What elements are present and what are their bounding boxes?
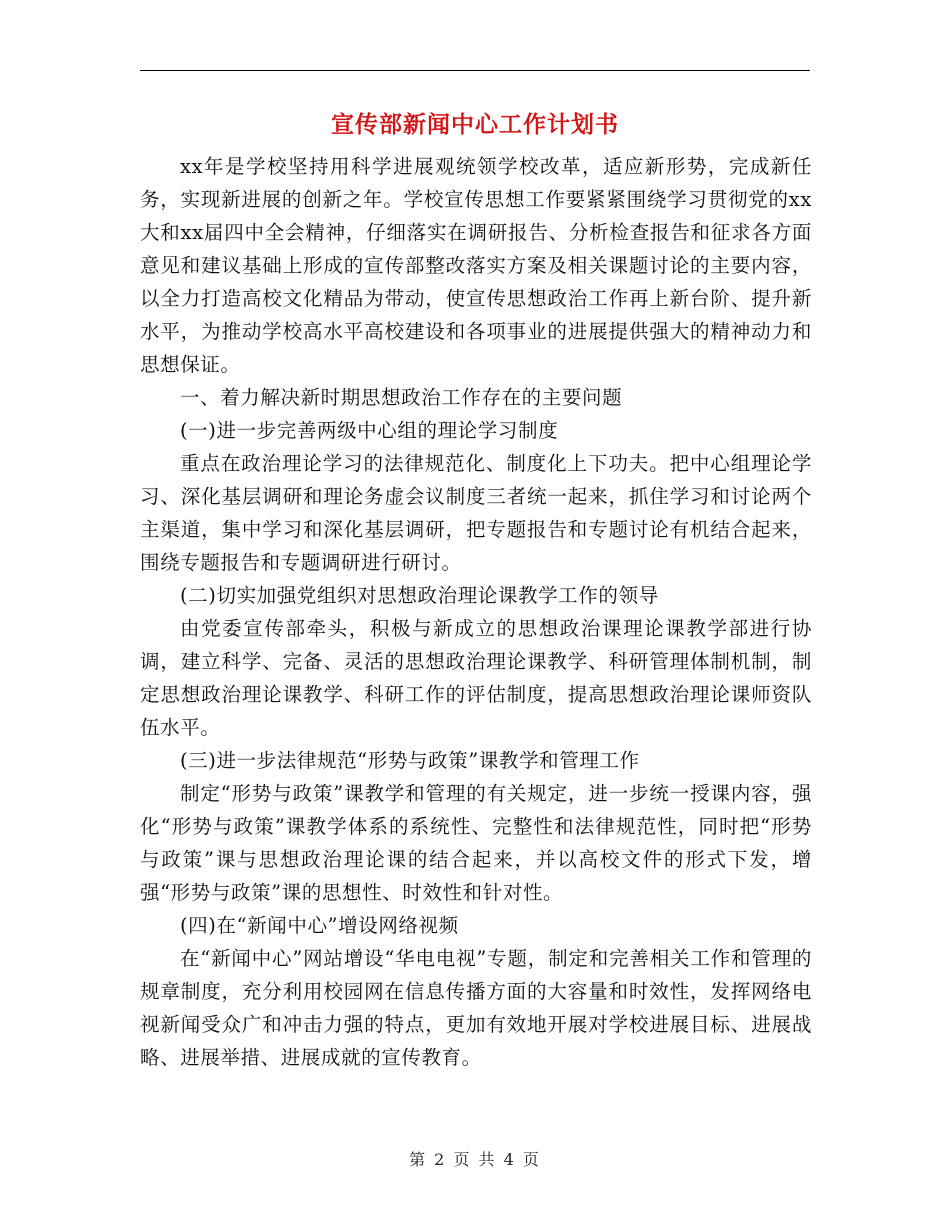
body-paragraph: 制定“形势与政策”课教学和管理的有关规定，进一步统一授课内容，强化“形势与政策”课教学体系的系统性、完整性和法律规范性，同时把“形势与政策”课与思想政治理论课的结合起来，并以高校文件的形式下发，增强“形势与政策”课的思想性、时效性和针对性。 — [140, 782, 812, 904]
subsection-heading-2: (二)切实加强党组织对思想政治理论课教学工作的领导 — [179, 584, 659, 607]
subsection-heading-1: (一)进一步完善两级中心组的理论学习制度 — [179, 419, 559, 442]
body-paragraph: 在“新闻中心”网站增设“华电电视”专题，制定和完善相关工作和管理的规章制度，充分利用校园网在信息传播方面的大容量和时效性，发挥网络电视新闻受众广和冲击力强的特点，更加有效地开展对学校进展目标、进展战略、进展举措、进展成就的宣传教育。 — [140, 947, 812, 1069]
header-rule — [140, 70, 810, 71]
document-body — [140, 150, 812, 1074]
body-paragraph: 重点在政治理论学习的法律规范化、制度化上下功夫。把中心组理论学习、深化基层调研和理论务虚会议制度三者统一起来，抓住学习和讨论两个主渠道，集中学习和深化基层调研，把专题报告和专题讨论有机结合起来，围绕专题报告和专题调研进行研讨。 — [140, 452, 812, 574]
document-title: 宣传部新闻中心工作计划书 — [331, 112, 619, 138]
page-number-footer: 第 2 页 共 4 页 — [409, 1150, 541, 1169]
subsection-heading-3: (三)进一步法律规范“形势与政策”课教学和管理工作 — [179, 749, 640, 772]
intro-paragraph: xx年是学校坚持用科学进展观统领学校改革，适应新形势，完成新任务，实现新进展的创新之年。学校宣传思想工作要紧紧围绕学习贯彻党的xx大和xx届四中全会精神，仔细落实在调研报告、分析检查报告和征求各方面意见和建议基础上形成的宣传部整改落实方案及相关课题讨论的主要内容，以全力打造高校文化精品为带动，使宣传思想政治工作再上新台阶、提升新水平，为推动学校高水平高校建设和各项事业的进展提供强大的精神动力和思想保证。 — [140, 155, 812, 376]
subsection-heading-4: (四)在“新闻中心”增设网络视频 — [179, 914, 459, 937]
body-paragraph: 由党委宣传部牵头，积极与新成立的思想政治课理论课教学部进行协调，建立科学、完备、灵活的思想政治理论课教学、科研管理体制机制，制定思想政治理论课教学、科研工作的评估制度，提高思想政治理论课师资队伍水平。 — [140, 617, 812, 739]
section-heading-1: 一、着力解决新时期思想政治工作存在的主要问题 — [179, 386, 623, 409]
